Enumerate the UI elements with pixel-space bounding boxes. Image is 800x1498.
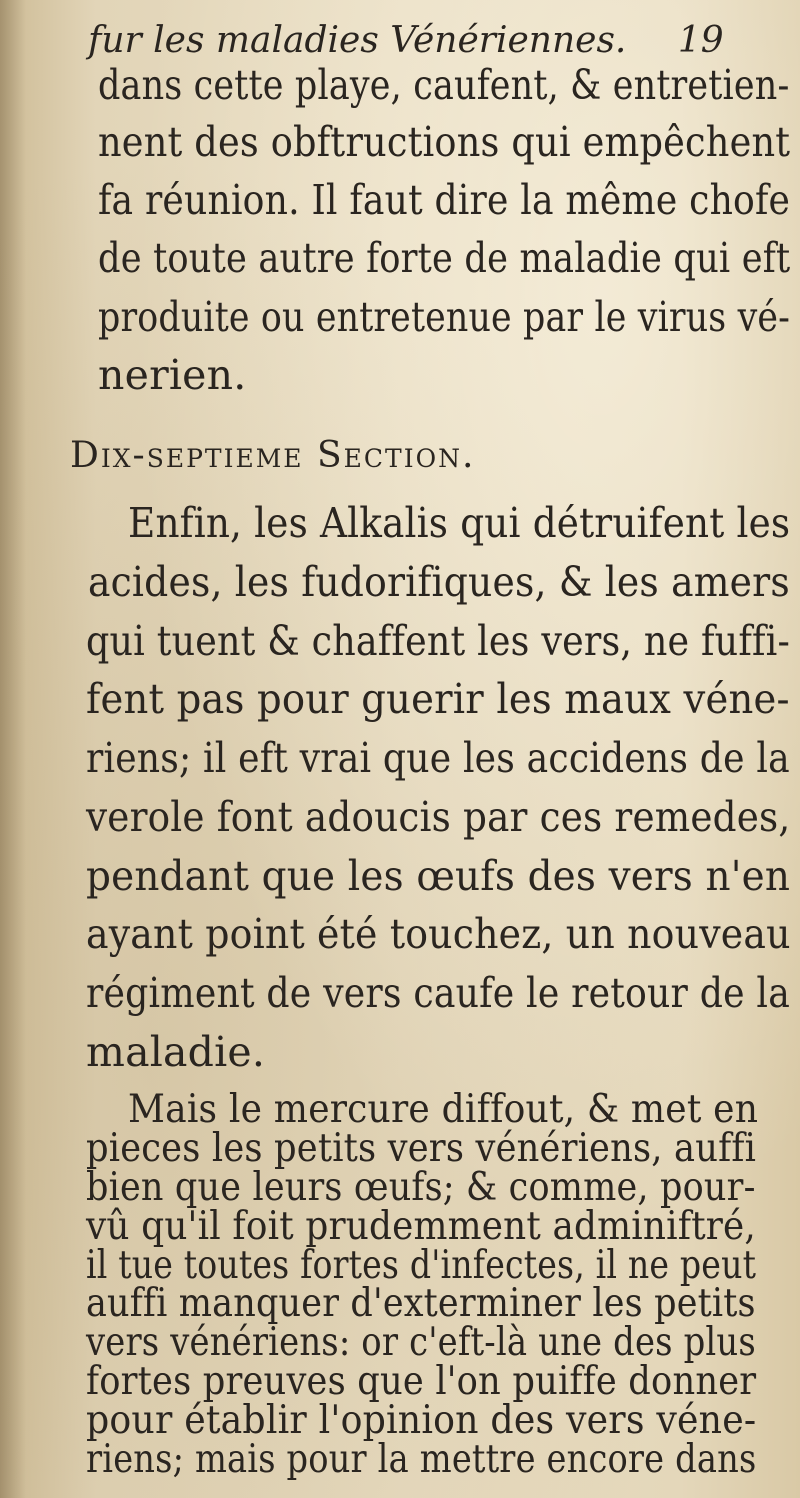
text-line: nerien.: [98, 351, 247, 399]
text-line: pieces les petits vers vénériens, auffi: [86, 1126, 757, 1171]
text-line: fortes preuves que l'on puiffe donner: [86, 1359, 757, 1404]
section-title: Dix-septieme Section.: [70, 435, 476, 476]
text-line: pendant que les œufs des vers n'en: [86, 852, 791, 900]
text-line: riens; mais pour la mettre encore dans: [86, 1437, 757, 1482]
text-line: Enfin, les Alkalis qui détruifent les: [128, 499, 791, 547]
text-line: verole font adoucis par ces remedes,: [86, 793, 791, 841]
page-number: 19: [677, 20, 724, 61]
text-line: produite ou entretenue par le virus vé-: [98, 293, 791, 341]
text-line: de toute autre forte de maladie qui eft: [98, 234, 791, 282]
text-line: vers vénériens: or c'eft-là une des plus: [86, 1320, 756, 1365]
text-line: ayant point été touchez, un nouveau: [86, 910, 791, 958]
text-line: fa réunion. Il faut dire la même chofe: [98, 176, 791, 224]
text-line: riens; il eft vrai que les accidens de la: [86, 734, 790, 782]
text-line: qui tuent & chaffent les vers, ne fuffi-: [86, 617, 791, 665]
page-gutter-shadow: [0, 0, 26, 1498]
running-head: [88, 20, 724, 61]
text-line: auffi manquer d'exterminer les petits: [86, 1281, 756, 1326]
text-line: bien que leurs œufs; & comme, pour-: [86, 1165, 756, 1210]
text-line: il tue toutes fortes d'infectes, il ne peut: [86, 1243, 757, 1288]
text-line: régiment de vers caufe le retour de la: [86, 969, 790, 1017]
text-line: dans cette playe, caufent, & entretien-: [98, 61, 790, 109]
text-line: Mais le mercure diffout, & met en: [128, 1087, 759, 1132]
running-head-title: fur les maladies Vénériennes.: [88, 20, 627, 61]
text-line: maladie.: [86, 1028, 266, 1076]
text-line: fent pas pour guerir les maux véne-: [86, 675, 790, 723]
text-line: pour établir l'opinion des vers véne-: [86, 1398, 757, 1443]
text-line: nent des obftructions qui empêchent: [98, 118, 791, 166]
text-line: vû qu'il foit prudemment adminiftré,: [86, 1204, 756, 1249]
text-line: acides, les fudorifiques, & les amers: [88, 558, 790, 606]
